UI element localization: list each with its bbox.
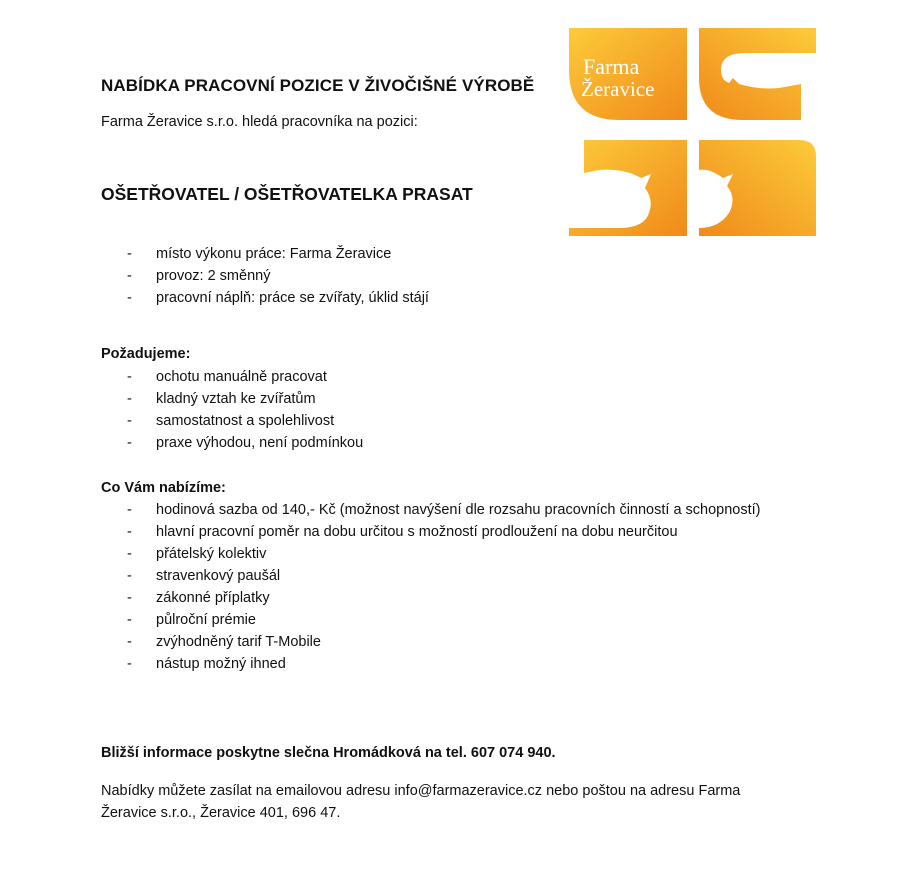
list-item [101, 265, 429, 287]
list-item-text: pracovní náplň: práce se zvířaty, úklid stájí [156, 290, 429, 306]
offer-list [101, 499, 761, 675]
list-item-text: kladný vztah ke zvířatům [156, 391, 316, 407]
contact-info: Bližší informace poskytne slečna Hromádková na tel. 607 074 940. [101, 745, 556, 761]
logo-quadrant-bottom-right [699, 140, 816, 236]
requirements-list [101, 366, 363, 454]
list-item [101, 565, 761, 587]
list-item [101, 587, 761, 609]
list-item [101, 388, 363, 410]
dash-bullet: - [127, 391, 132, 407]
page-title: NABÍDKA PRACOVNÍ POZICE V ŽIVOČIŠNÉ VÝROBĚ [101, 76, 535, 95]
list-item-text: zvýhodněný tarif T-Mobile [156, 634, 321, 650]
dash-bullet: - [127, 268, 132, 284]
dash-bullet: - [127, 369, 132, 385]
dash-bullet: - [127, 656, 132, 672]
list-item-text: nástup možný ihned [156, 656, 286, 672]
list-item-text: hlavní pracovní poměr na dobu určitou s možností prodloužení na dobu neurčitou [156, 524, 678, 540]
requirements-heading: Požadujeme: [101, 346, 191, 362]
dash-bullet: - [127, 502, 132, 518]
list-item-text: přátelský kolektiv [156, 546, 267, 562]
logo-text-line2: Žeravice [581, 77, 655, 101]
list-item [101, 653, 761, 675]
list-item [101, 609, 761, 631]
offer-heading: Co Vám nabízíme: [101, 480, 226, 496]
dash-bullet: - [127, 413, 132, 429]
dash-bullet: - [127, 612, 132, 628]
list-item-text: půlroční prémie [156, 612, 256, 628]
list-item-text: místo výkonu práce: Farma Žeravice [156, 246, 392, 262]
list-item [101, 631, 761, 653]
list-item-text: hodinová sazba od 140,- Kč (možnost navýšení dle rozsahu pracovních činností a schopností) [156, 502, 761, 518]
dash-bullet: - [127, 524, 132, 540]
list-item [101, 543, 761, 565]
list-item [101, 410, 363, 432]
intro-text: Farma Žeravice s.r.o. hledá pracovníka na pozici: [101, 114, 418, 130]
list-item [101, 499, 761, 521]
list-item-text: samostatnost a spolehlivost [156, 413, 335, 429]
list-item-text: ochotu manuálně pracovat [156, 369, 327, 385]
dash-bullet: - [127, 246, 132, 262]
list-item [101, 287, 429, 309]
dash-bullet: - [127, 634, 132, 650]
logo-quadrant-top-right [699, 28, 816, 120]
list-item-text: praxe výhodou, není podmínkou [156, 435, 364, 451]
list-item [101, 432, 363, 454]
application-info: Nabídky můžete zasílat na emailovou adresu info@farmazeravice.cz nebo poštou na adresu Farma Žeravice s.r.o., Žeravice 401, 696 47. [101, 783, 741, 821]
list-item [101, 366, 363, 388]
job-details-list [101, 243, 429, 309]
dash-bullet: - [127, 546, 132, 562]
list-item-text: provoz: 2 směnný [156, 268, 271, 284]
dash-bullet: - [127, 568, 132, 584]
farma-zeravice-logo [569, 28, 816, 236]
dash-bullet: - [127, 590, 132, 606]
logo-text-line1: Farma [583, 54, 640, 79]
list-item-text: stravenkový paušál [156, 568, 281, 584]
dash-bullet: - [127, 435, 132, 451]
dash-bullet: - [127, 290, 132, 306]
job-title: OŠETŘOVATEL / OŠETŘOVATELKA PRASAT [101, 184, 473, 204]
list-item [101, 243, 429, 265]
list-item-text: zákonné příplatky [156, 590, 270, 606]
list-item [101, 521, 761, 543]
logo-quadrant-bottom-left [569, 140, 687, 236]
